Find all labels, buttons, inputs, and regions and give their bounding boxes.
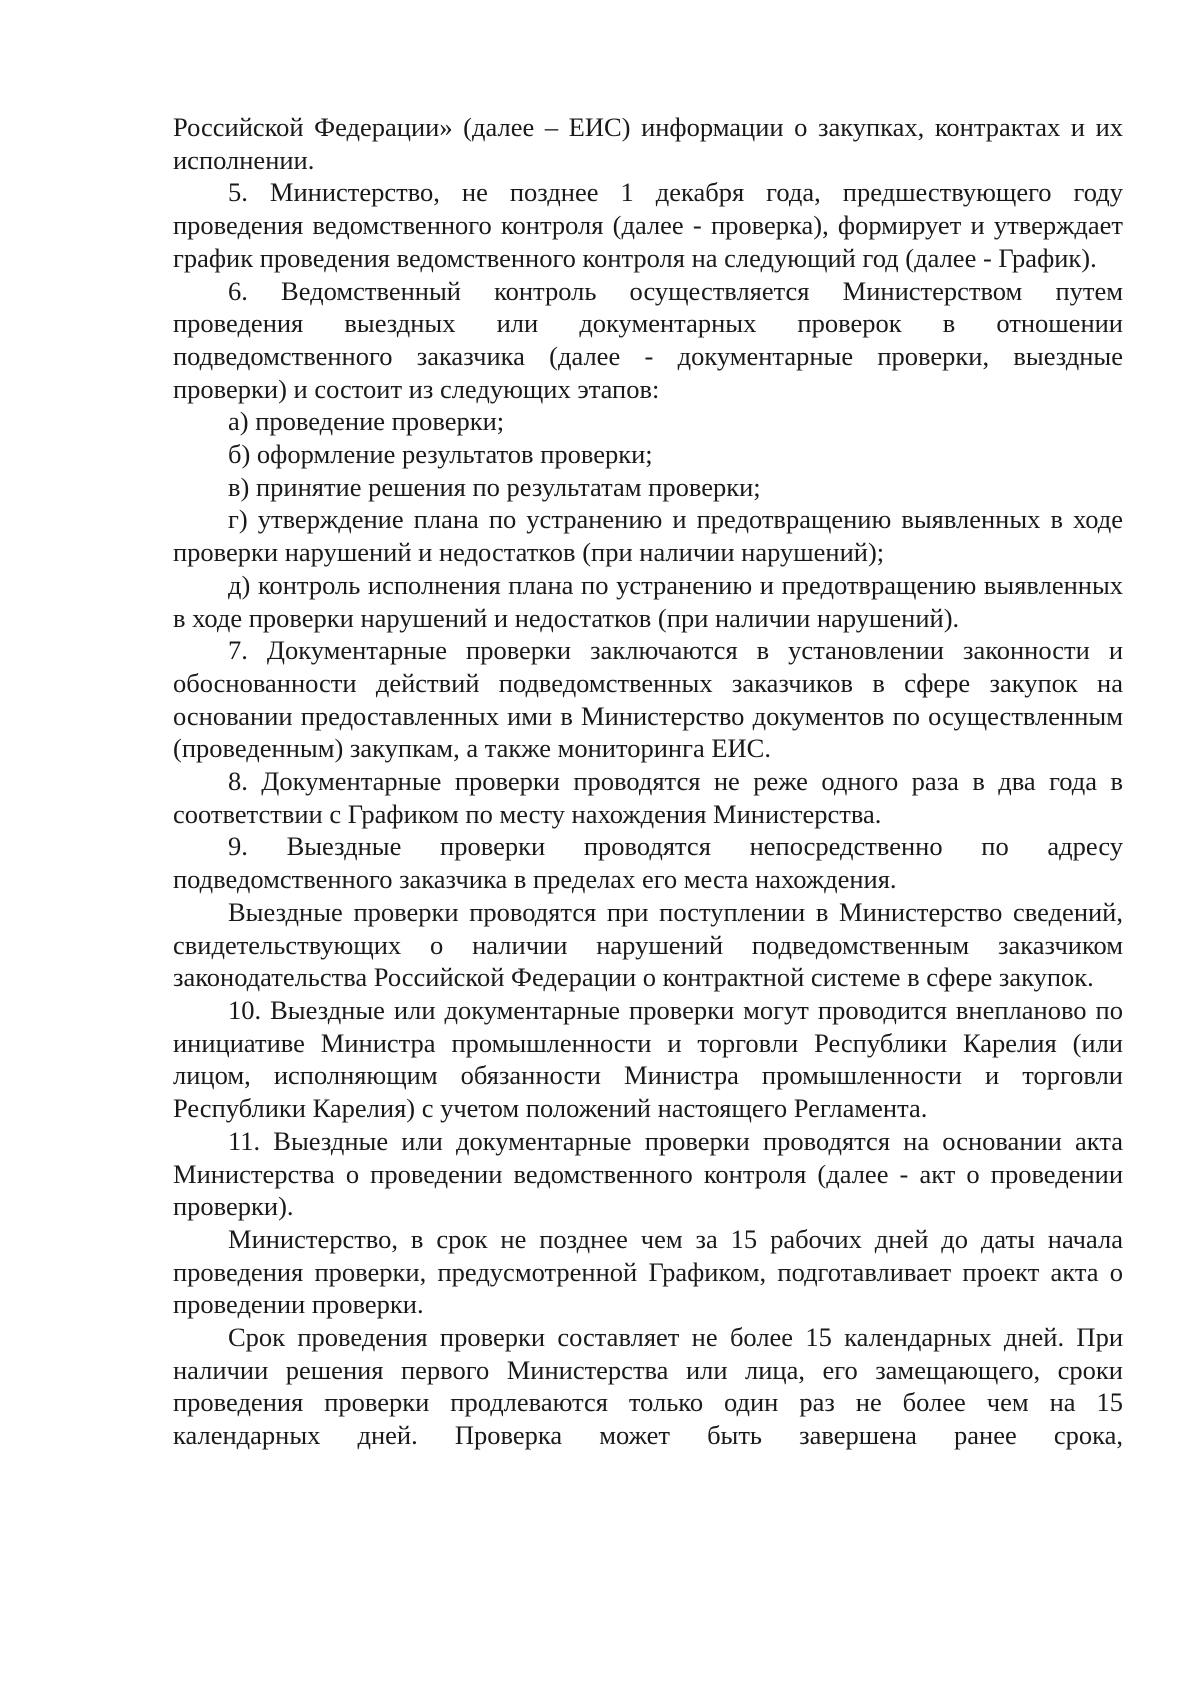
document-page [173, 111, 1123, 1452]
paragraph-10-unscheduled: 10. Выездные или документарные проверки могут проводится внепланово по инициативе Министра промышленности и торговли Республики Карелия (или лицом, исполняющим обязанности Министра промышленности и торговли Республики Карелия) с учетом положений настоящего Регламента. [173, 994, 1123, 1124]
paragraph-5-schedule: 5. Министерство, не позднее 1 декабря года, предшествующего году проведения ведомственного контроля (далее - проверка), формирует и утверждает график проведения ведомственного контроля на следующий год (далее - График). [173, 177, 1123, 273]
stage-g: г) утверждение плана по устранению и предотвращению выявленных в ходе проверки нарушений и недостатков (при наличии нарушений); [173, 504, 1123, 568]
paragraph-7-documentary-checks: 7. Документарные проверки заключаются в установлении законности и обоснованности действий подведомственных заказчиков в сфере закупок на основании предоставленных ими в Министерство документов по осуществленным (проведенным) закупкам, а также мониторинга ЕИС. [173, 635, 1123, 764]
stage-d: д) контроль исполнения плана по устранению и предотвращению выявленных в ходе проверки нарушений и недостатков (при наличии нарушений). [173, 569, 1123, 633]
paragraph-check-duration: Срок проведения проверки составляет не более 15 календарных дней. При наличии решения первого Министерства или лица, его замещающего, сроки проведения проверки продлеваются только один раз не более чем на 15 календарных дней. Проверка может быть завершена ранее срока, [173, 1322, 1123, 1451]
paragraph-8-documentary-frequency: 8. Документарные проверки проводятся не реже одного раза в два года в соответствии с Графиком по месту нахождения Министерства. [173, 766, 1123, 829]
paragraph-act-preparation: Министерство, в срок не позднее чем за 15 рабочих дней до даты начала проведения проверки, предусмотренной Графиком, подготавливает проект акта о проведении проверки. [173, 1223, 1123, 1320]
paragraph-11-basis: 11. Выездные или документарные проверки проводятся на основании акта Министерства о проведении ведомственного контроля (далее - акт о проведении проверки). [173, 1125, 1123, 1222]
stage-v: в) принятие решения по результатам проверки; [228, 471, 761, 502]
paragraph-9-field-checks: 9. Выездные проверки проводятся непосредственно по адресу подведомственного заказчика в пределах его места нахождения. [173, 831, 1123, 895]
paragraph-field-checks-grounds: Выездные проверки проводятся при поступлении в Министерство сведений, свидетельствующих о наличии нарушений подведомственным заказчиком законодательства Российской Федерации о контрактной системе в сфере закупок. [173, 896, 1123, 993]
paragraph-eis-continuation: Российской Федерации» (далее – ЕИС) информации о закупках, контрактах и их исполнении. [173, 112, 1123, 175]
stage-a: а) проведение проверки; [228, 406, 505, 437]
paragraph-6-control-stages: 6. Ведомственный контроль осуществляется Министерством путем проведения выездных или документарных проверок в отношении подведомственного заказчика (далее - документарные проверки, выездные проверки) и состоит из следующих этапов: [173, 275, 1123, 404]
stage-b: б) оформление результатов проверки; [228, 439, 653, 470]
